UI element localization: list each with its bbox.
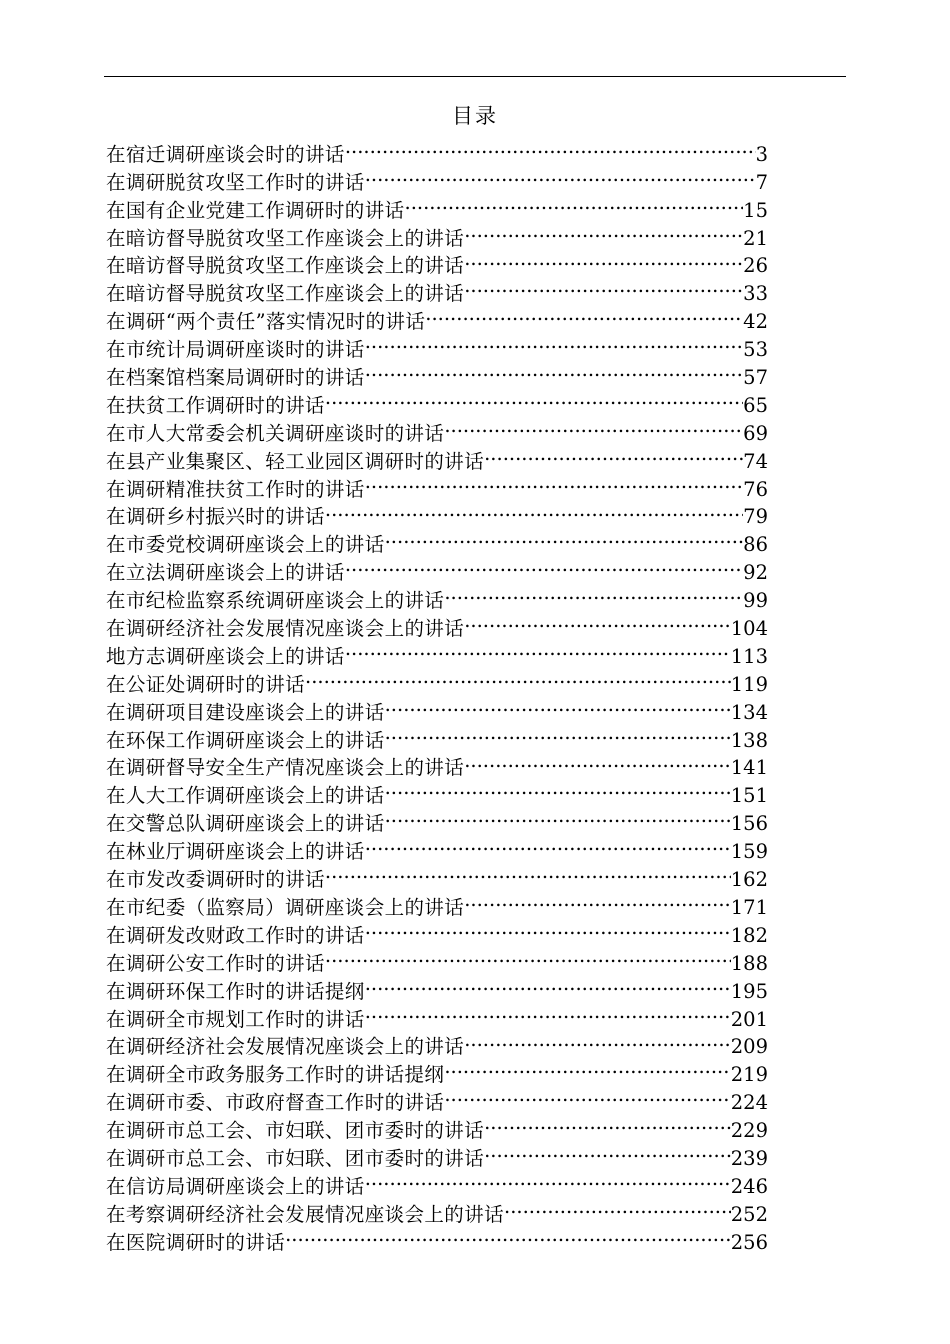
toc-entry-title: 地方志调研座谈会上的讲话 bbox=[106, 644, 345, 668]
toc-entry-title: 在调研项目建设座谈会上的讲话 bbox=[106, 700, 385, 724]
toc-dot-leader bbox=[464, 607, 731, 635]
toc-dot-leader bbox=[325, 384, 743, 412]
toc-dot-leader bbox=[365, 1165, 731, 1193]
toc-dot-leader bbox=[365, 998, 731, 1026]
toc-dot-leader bbox=[365, 161, 756, 189]
toc-page-number: 3 bbox=[755, 142, 768, 166]
toc-entry-title: 在调研精准扶贫工作时的讲话 bbox=[106, 477, 365, 501]
toc-entry-title: 在暗访督导脱贫攻坚工作座谈会上的讲话 bbox=[106, 226, 465, 250]
toc-dot-leader bbox=[484, 1137, 731, 1165]
toc-page-number: 252 bbox=[730, 1202, 768, 1226]
toc-dot-leader bbox=[385, 774, 731, 802]
toc-dot-leader bbox=[484, 440, 743, 468]
toc-page-number: 79 bbox=[743, 505, 768, 529]
toc-entry-title: 在调研发改财政工作时的讲话 bbox=[106, 923, 365, 947]
toc-dot-leader bbox=[365, 356, 743, 384]
toc-dot-leader bbox=[464, 747, 731, 775]
toc-entry-title: 在调研市总工会、市妇联、团市委时的讲话 bbox=[106, 1146, 485, 1170]
toc-entry-title: 在县产业集聚区、轻工业园区调研时的讲话 bbox=[106, 449, 485, 473]
toc-entry-title: 在调研市总工会、市妇联、团市委时的讲话 bbox=[106, 1119, 485, 1143]
toc-page-number: 74 bbox=[743, 449, 768, 473]
toc-dot-leader bbox=[385, 802, 731, 830]
toc-dot-leader bbox=[464, 1026, 731, 1054]
toc-page-number: 141 bbox=[730, 756, 768, 780]
toc-dot-leader bbox=[385, 719, 731, 747]
toc-page-number: 119 bbox=[730, 672, 768, 696]
toc-page-number: 219 bbox=[730, 1063, 768, 1087]
toc-page-number: 26 bbox=[743, 254, 768, 278]
toc-dot-leader bbox=[464, 886, 731, 914]
toc-entry-title: 在人大工作调研座谈会上的讲话 bbox=[106, 784, 385, 808]
toc-page-number: 156 bbox=[730, 812, 768, 836]
toc-dot-leader bbox=[425, 300, 743, 328]
toc-entry-title: 在考察调研经济社会发展情况座谈会上的讲话 bbox=[106, 1202, 505, 1226]
toc-entry-title: 在市纪检监察系统调研座谈会上的讲话 bbox=[106, 589, 445, 613]
toc-entry-title: 在暗访督导脱贫攻坚工作座谈会上的讲话 bbox=[106, 254, 465, 278]
toc-dot-leader bbox=[504, 1193, 731, 1221]
toc-page-number: 53 bbox=[743, 338, 768, 362]
toc-page-number: 229 bbox=[730, 1119, 768, 1143]
toc-page-number: 7 bbox=[755, 170, 768, 194]
toc-page-number: 188 bbox=[730, 951, 768, 975]
toc-page-number: 42 bbox=[743, 310, 768, 334]
toc-dot-leader bbox=[345, 133, 756, 161]
toc-entry-title: 在调研市委、市政府督查工作时的讲话 bbox=[106, 1091, 445, 1115]
toc-page-number: 151 bbox=[730, 784, 768, 808]
toc-page-number: 15 bbox=[743, 198, 768, 222]
toc-page-number: 21 bbox=[743, 226, 768, 250]
toc-page-number: 104 bbox=[730, 617, 768, 641]
toc-entry-title: 在扶贫工作调研时的讲话 bbox=[106, 393, 325, 417]
toc-entry-title: 在调研“两个责任”落实情况时的讲话 bbox=[106, 310, 426, 334]
toc-entry-title: 在市委党校调研座谈会上的讲话 bbox=[106, 533, 385, 557]
toc-page-number: 159 bbox=[730, 840, 768, 864]
toc-entry-title: 在档案馆档案局调研时的讲话 bbox=[106, 366, 365, 390]
toc-page-number: 201 bbox=[730, 1007, 768, 1031]
toc-dot-leader bbox=[365, 970, 731, 998]
toc-page-number: 99 bbox=[743, 589, 768, 613]
toc-dot-leader bbox=[345, 635, 731, 663]
toc-dot-leader bbox=[365, 468, 743, 496]
toc-entry-title: 在调研全市规划工作时的讲话 bbox=[106, 1007, 365, 1031]
toc-page-number: 256 bbox=[730, 1230, 768, 1254]
toc-entry-title: 在交警总队调研座谈会上的讲话 bbox=[106, 812, 385, 836]
toc-list bbox=[106, 133, 768, 1254]
toc-page-number: 209 bbox=[730, 1035, 768, 1059]
toc-page-number: 113 bbox=[730, 644, 768, 668]
toc-dot-leader bbox=[365, 830, 731, 858]
toc-page-number: 86 bbox=[743, 533, 768, 557]
toc-entry-title: 在调研督导安全生产情况座谈会上的讲话 bbox=[106, 756, 465, 780]
toc-entry-title: 在环保工作调研座谈会上的讲话 bbox=[106, 728, 385, 752]
toc-page-number: 33 bbox=[743, 282, 768, 306]
toc-dot-leader bbox=[385, 523, 744, 551]
toc-page-number: 57 bbox=[743, 366, 768, 390]
toc-entry-title: 在调研环保工作时的讲话提纲 bbox=[106, 979, 365, 1003]
toc-dot-leader bbox=[444, 1053, 730, 1081]
toc-entry-title: 在调研乡村振兴时的讲话 bbox=[106, 505, 325, 529]
toc-page-number: 76 bbox=[743, 477, 768, 501]
toc-page-number: 162 bbox=[730, 868, 768, 892]
toc-dot-leader bbox=[325, 496, 743, 524]
toc-dot-leader bbox=[305, 663, 731, 691]
toc-dot-leader bbox=[464, 217, 743, 245]
toc-entry-title: 在调研全市政务服务工作时的讲话提纲 bbox=[106, 1063, 445, 1087]
toc-dot-leader bbox=[444, 412, 743, 440]
toc-entry-title: 在宿迁调研座谈会时的讲话 bbox=[106, 142, 345, 166]
toc-entry-title: 在市人大常委会机关调研座谈时的讲话 bbox=[106, 421, 445, 445]
toc-entry-title: 在市发改委调研时的讲话 bbox=[106, 868, 325, 892]
toc-dot-leader bbox=[405, 189, 744, 217]
toc-entry-title: 在信访局调研座谈会上的讲话 bbox=[106, 1174, 365, 1198]
toc-entry-title: 在国有企业党建工作调研时的讲话 bbox=[106, 198, 405, 222]
toc-dot-leader bbox=[325, 858, 731, 886]
toc-dot-leader bbox=[285, 1221, 731, 1249]
toc-dot-leader bbox=[464, 245, 743, 273]
toc-entry-title: 在立法调研座谈会上的讲话 bbox=[106, 561, 345, 585]
toc-page-number: 65 bbox=[743, 393, 768, 417]
toc-entry-title: 在市统计局调研座谈时的讲话 bbox=[106, 338, 365, 362]
toc-dot-leader bbox=[365, 328, 743, 356]
toc-page-number: 246 bbox=[730, 1174, 768, 1198]
header-rule bbox=[104, 76, 846, 77]
toc-dot-leader bbox=[444, 579, 743, 607]
toc-dot-leader bbox=[464, 272, 743, 300]
toc-dot-leader bbox=[385, 691, 731, 719]
toc-page-number: 69 bbox=[743, 421, 768, 445]
toc-page-number: 224 bbox=[730, 1091, 768, 1115]
toc-page-number: 239 bbox=[730, 1146, 768, 1170]
toc-page-number: 182 bbox=[730, 923, 768, 947]
toc-entry-title: 在暗访督导脱贫攻坚工作座谈会上的讲话 bbox=[106, 282, 465, 306]
toc-page-number: 138 bbox=[730, 728, 768, 752]
toc-dot-leader bbox=[444, 1081, 730, 1109]
toc-dot-leader bbox=[345, 551, 743, 579]
toc-entry-title: 在调研脱贫攻坚工作时的讲话 bbox=[106, 170, 365, 194]
toc-page-number: 134 bbox=[730, 700, 768, 724]
toc-entry-title: 在调研经济社会发展情况座谈会上的讲话 bbox=[106, 617, 465, 641]
toc-entry-title: 在医院调研时的讲话 bbox=[106, 1230, 286, 1254]
toc-entry-title: 在调研公安工作时的讲话 bbox=[106, 951, 325, 975]
toc-dot-leader bbox=[365, 914, 731, 942]
toc-entry-title: 在调研经济社会发展情况座谈会上的讲话 bbox=[106, 1035, 465, 1059]
toc-dot-leader bbox=[484, 1109, 731, 1137]
toc-page-number: 195 bbox=[730, 979, 768, 1003]
toc-page-number: 92 bbox=[743, 561, 768, 585]
toc-title: 目录 bbox=[452, 104, 498, 128]
toc-page-number: 171 bbox=[730, 895, 768, 919]
toc-dot-leader bbox=[325, 942, 731, 970]
toc-entry-title: 在市纪委（监察局）调研座谈会上的讲话 bbox=[106, 895, 465, 919]
toc-entry[interactable] bbox=[106, 133, 768, 166]
toc-entry-title: 在林业厅调研座谈会上的讲话 bbox=[106, 840, 365, 864]
toc-entry-title: 在公证处调研时的讲话 bbox=[106, 672, 306, 696]
